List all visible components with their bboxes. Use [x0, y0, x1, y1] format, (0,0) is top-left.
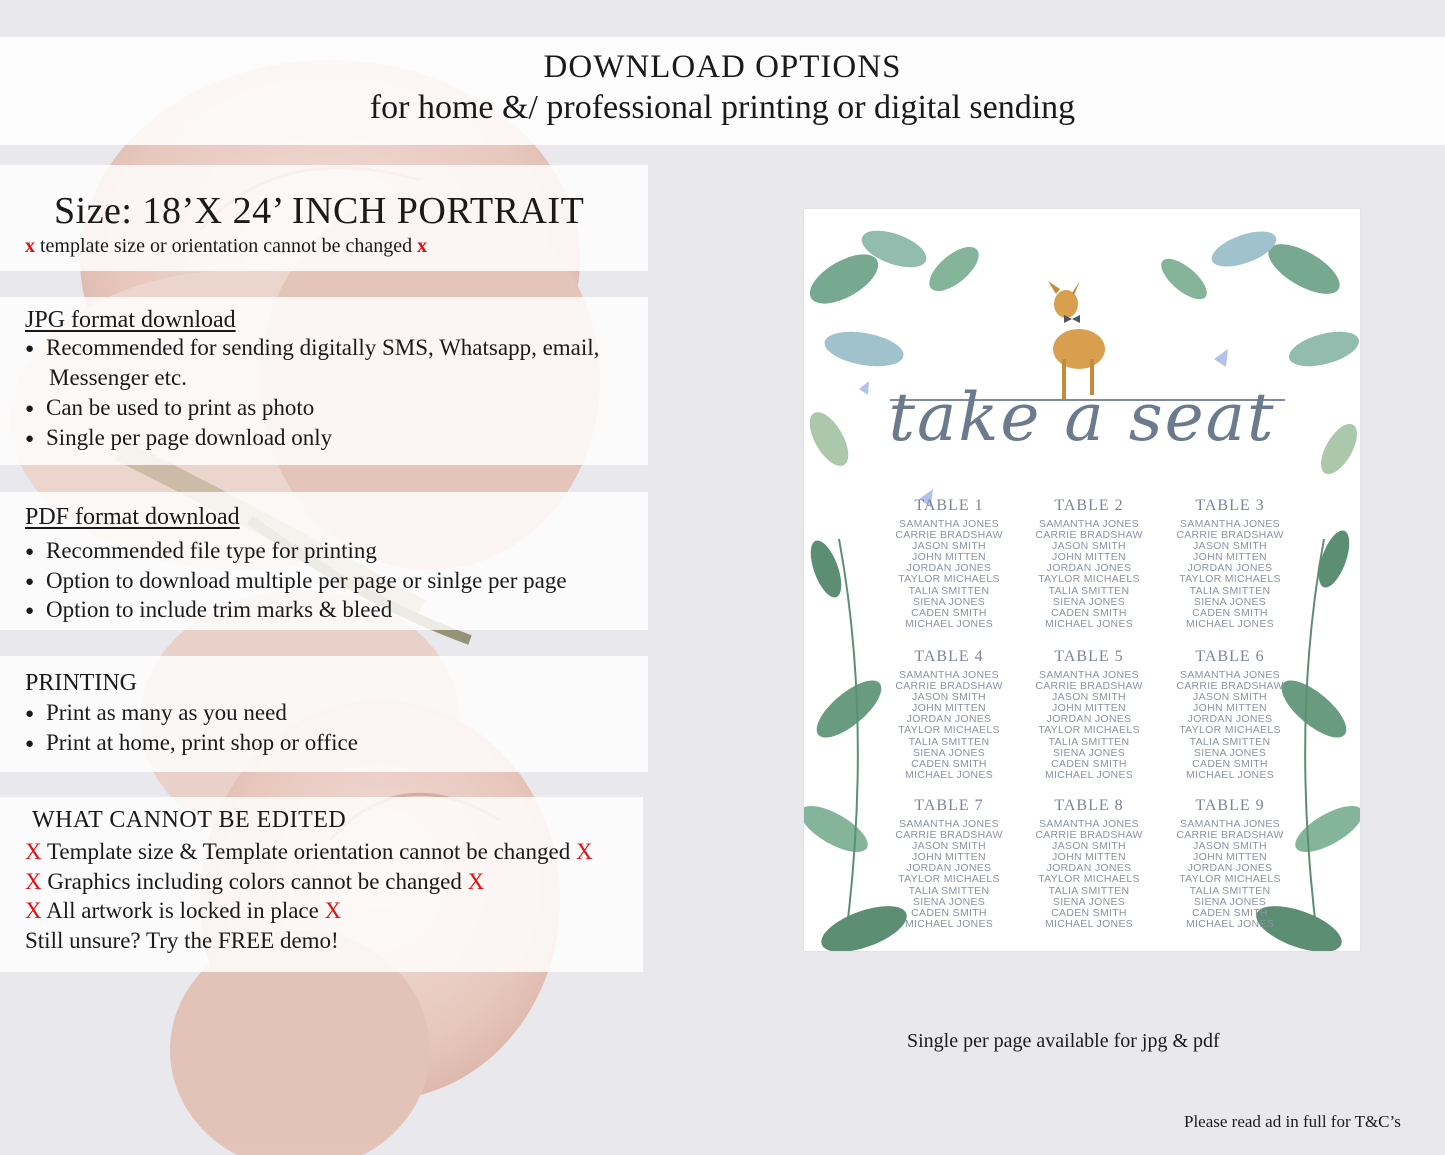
guest-name: JOHN MITTEN — [1193, 702, 1267, 715]
seating-table — [1160, 497, 1300, 630]
table-name: TABLE 3 — [1195, 497, 1265, 514]
x-marker-icon: X — [467, 869, 485, 894]
download-options-header — [0, 37, 1445, 145]
guest-name: MICHAEL JONES — [1185, 617, 1275, 630]
seating-table — [1160, 797, 1300, 930]
guest-name: CARRIE BRADSHAW — [1035, 829, 1143, 842]
pdf-title: PDF format download — [25, 504, 240, 530]
guest-name: TALIA SMITTEN — [1048, 584, 1130, 597]
cannot-edit-line: X Template size & Template orientation cannot be changed X — [25, 839, 593, 864]
x-marker-icon: X — [25, 869, 42, 894]
guest-name: JASON SMITH — [1193, 691, 1267, 704]
guest-name: CADEN SMITH — [1051, 757, 1127, 770]
guest-name: JORDAN JONES — [906, 862, 992, 875]
guest-name: TALIA SMITTEN — [1189, 735, 1271, 748]
jpg-title: JPG format download — [25, 307, 236, 333]
guest-name: SIENA JONES — [1052, 895, 1126, 908]
guest-name: TALIA SMITTEN — [908, 584, 990, 597]
guest-name: TALIA SMITTEN — [908, 735, 990, 748]
guest-name: SIENA JONES — [1052, 595, 1126, 608]
x-marker-icon: x — [25, 235, 35, 257]
guest-name: CARRIE BRADSHAW — [1176, 829, 1284, 842]
pdf-bullet: ● Option to include trim marks & bleed — [25, 597, 393, 622]
pdf-panel — [0, 492, 648, 630]
guest-name: CARRIE BRADSHAW — [895, 529, 1003, 542]
header-subtitle: for home &/ professional printing or digital sending — [369, 89, 1076, 126]
x-marker-icon: X — [25, 898, 42, 923]
guest-name: CARRIE BRADSHAW — [1035, 529, 1143, 542]
guest-name: TAYLOR MICHAELS — [1179, 573, 1281, 586]
table-name: TABLE 9 — [1195, 797, 1265, 814]
bullet-dot-icon: ● — [25, 736, 35, 752]
seating-table — [879, 797, 1019, 930]
bullet-dot-icon: ● — [25, 544, 35, 560]
guest-name: SAMANTHA JONES — [899, 518, 999, 530]
guest-name: SIENA JONES — [1193, 746, 1267, 759]
jpg-bullet: ● Can be used to print as photo — [25, 395, 315, 420]
table-name: TABLE 7 — [914, 797, 984, 814]
header-title: DOWNLOAD OPTIONS — [543, 49, 902, 85]
guest-name: TAYLOR MICHAELS — [1038, 873, 1140, 886]
guest-name: TAYLOR MICHAELS — [898, 573, 1000, 586]
guest-name: MICHAEL JONES — [1044, 617, 1134, 630]
size-panel — [0, 165, 648, 271]
x-marker-icon: X — [25, 839, 42, 864]
bullet-dot-icon: ● — [25, 401, 35, 417]
guest-name: JORDAN JONES — [1046, 562, 1132, 575]
cannot-edit-title: WHAT CANNOT BE EDITED — [32, 807, 347, 833]
table-name: TABLE 1 — [914, 497, 984, 514]
guest-name: SAMANTHA JONES — [1039, 818, 1139, 830]
guest-name: SIENA JONES — [912, 895, 986, 908]
printing-bullet: ● Print as many as you need — [25, 700, 287, 725]
guest-name: CARRIE BRADSHAW — [1176, 680, 1284, 693]
guest-name: JASON SMITH — [912, 540, 986, 553]
guest-name: SAMANTHA JONES — [1039, 669, 1139, 681]
guest-name: CARRIE BRADSHAW — [1035, 680, 1143, 693]
guest-name: JASON SMITH — [1193, 540, 1267, 553]
printing-title: PRINTING — [25, 670, 137, 696]
table-name: TABLE 6 — [1195, 648, 1265, 665]
seating-table — [1160, 648, 1300, 781]
printing-bullet: ● Print at home, print shop or office — [25, 730, 358, 755]
x-marker-icon: X — [324, 898, 342, 923]
pdf-bullet: ● Option to download multiple per page or sinlge per page — [25, 568, 567, 593]
guest-name: JORDAN JONES — [1046, 713, 1132, 726]
guest-name: CADEN SMITH — [911, 606, 987, 619]
guest-name: CADEN SMITH — [1051, 606, 1127, 619]
seating-table — [1019, 497, 1159, 630]
guest-name: TALIA SMITTEN — [1048, 735, 1130, 748]
x-marker-icon: x — [417, 235, 428, 257]
guest-name: MICHAEL JONES — [1185, 917, 1275, 930]
seating-chart-preview — [804, 209, 1360, 951]
guest-name: JOHN MITTEN — [1052, 851, 1126, 864]
guest-name: JASON SMITH — [912, 840, 986, 853]
guest-name: JASON SMITH — [1052, 540, 1126, 553]
guest-name: JOHN MITTEN — [912, 702, 986, 715]
guest-name: CADEN SMITH — [1192, 757, 1268, 770]
guest-name: TALIA SMITTEN — [1189, 584, 1271, 597]
guest-name: SAMANTHA JONES — [1180, 518, 1280, 530]
guest-name: TAYLOR MICHAELS — [1038, 573, 1140, 586]
guest-name: CADEN SMITH — [911, 757, 987, 770]
guest-name: MICHAEL JONES — [1044, 768, 1134, 781]
guest-name: TALIA SMITTEN — [908, 884, 990, 897]
guest-name: MICHAEL JONES — [904, 617, 994, 630]
guest-name: JASON SMITH — [1193, 840, 1267, 853]
guest-name: TAYLOR MICHAELS — [1038, 724, 1140, 737]
cannot-edit-line: X Graphics including colors cannot be changed X — [25, 869, 485, 894]
guest-name: JORDAN JONES — [1187, 713, 1273, 726]
table-name: TABLE 8 — [1054, 797, 1124, 814]
guest-name: SAMANTHA JONES — [1180, 818, 1280, 830]
table-name: TABLE 2 — [1054, 497, 1124, 514]
guest-name: CARRIE BRADSHAW — [1176, 529, 1284, 542]
guest-name: JOHN MITTEN — [1193, 551, 1267, 564]
bullet-dot-icon: ● — [25, 603, 35, 619]
guest-name: SAMANTHA JONES — [899, 669, 999, 681]
table-name: TABLE 5 — [1054, 648, 1124, 665]
jpg-panel — [0, 297, 648, 465]
guest-name: SIENA JONES — [1193, 895, 1267, 908]
guest-name: MICHAEL JONES — [1185, 768, 1275, 781]
bullet-dot-icon: ● — [25, 574, 35, 590]
guest-name: TALIA SMITTEN — [1189, 884, 1271, 897]
guest-name: JOHN MITTEN — [912, 851, 986, 864]
size-note — [25, 235, 427, 258]
seating-table — [1019, 648, 1159, 781]
guest-name: TAYLOR MICHAELS — [898, 724, 1000, 737]
guest-name: JOHN MITTEN — [1193, 851, 1267, 864]
guest-name: CARRIE BRADSHAW — [895, 680, 1003, 693]
seating-table — [1019, 797, 1159, 930]
guest-name: JOHN MITTEN — [912, 551, 986, 564]
poster-script-title: take a seat — [888, 379, 1276, 456]
jpg-bullet: ● Single per page download only — [25, 425, 333, 450]
guest-name: JORDAN JONES — [1187, 862, 1273, 875]
jpg-bullet-continuation: Messenger etc. — [49, 365, 187, 390]
guest-name: MICHAEL JONES — [1044, 917, 1134, 930]
guest-name: JOHN MITTEN — [1052, 702, 1126, 715]
size-note-text: template size or orientation cannot be changed — [40, 235, 413, 257]
bullet-dot-icon: ● — [25, 431, 35, 447]
guest-name: JORDAN JONES — [1046, 862, 1132, 875]
guest-name: JORDAN JONES — [1187, 562, 1273, 575]
guest-name: JASON SMITH — [1052, 691, 1126, 704]
footer-note: Please read ad in full for T&C’s — [1184, 1112, 1401, 1131]
cannot-edit-closing: Still unsure? Try the FREE demo! — [25, 928, 339, 953]
guest-name: SAMANTHA JONES — [1180, 669, 1280, 681]
pdf-bullet: ● Recommended file type for printing — [25, 538, 377, 563]
guest-name: CARRIE BRADSHAW — [895, 829, 1003, 842]
cannot-edit-line: X All artwork is locked in place X — [25, 898, 342, 923]
guest-name: SAMANTHA JONES — [899, 818, 999, 830]
guest-name: SIENA JONES — [1193, 595, 1267, 608]
guest-name: JASON SMITH — [1052, 840, 1126, 853]
x-marker-icon: X — [575, 839, 593, 864]
guest-name: SIENA JONES — [1052, 746, 1126, 759]
bullet-dot-icon: ● — [25, 706, 35, 722]
guest-name: SIENA JONES — [912, 746, 986, 759]
guest-name: TAYLOR MICHAELS — [1179, 724, 1281, 737]
seating-table — [879, 497, 1019, 630]
guest-name: SAMANTHA JONES — [1039, 518, 1139, 530]
guest-name: CADEN SMITH — [1192, 906, 1268, 919]
guest-name: JOHN MITTEN — [1052, 551, 1126, 564]
guest-name: JASON SMITH — [912, 691, 986, 704]
guest-name: MICHAEL JONES — [904, 917, 994, 930]
guest-name: MICHAEL JONES — [904, 768, 994, 781]
guest-name: CADEN SMITH — [911, 906, 987, 919]
seating-table — [879, 648, 1019, 781]
guest-name: CADEN SMITH — [1192, 606, 1268, 619]
preview-caption: Single per page available for jpg & pdf — [907, 1030, 1220, 1052]
guest-name: TAYLOR MICHAELS — [898, 873, 1000, 886]
printing-panel — [0, 656, 648, 772]
size-title: Size: 18’X 24’ INCH PORTRAIT — [54, 190, 585, 232]
guest-name: SIENA JONES — [912, 595, 986, 608]
bullet-dot-icon: ● — [25, 341, 35, 357]
guest-name: JORDAN JONES — [906, 713, 992, 726]
table-name: TABLE 4 — [914, 648, 984, 665]
guest-name: TALIA SMITTEN — [1048, 884, 1130, 897]
guest-name: JORDAN JONES — [906, 562, 992, 575]
cannot-edit-panel — [0, 797, 643, 972]
guest-name: TAYLOR MICHAELS — [1179, 873, 1281, 886]
guest-name: CADEN SMITH — [1051, 906, 1127, 919]
jpg-bullet: ● Recommended for sending digitally SMS, Whatsapp, email, — [25, 335, 600, 360]
